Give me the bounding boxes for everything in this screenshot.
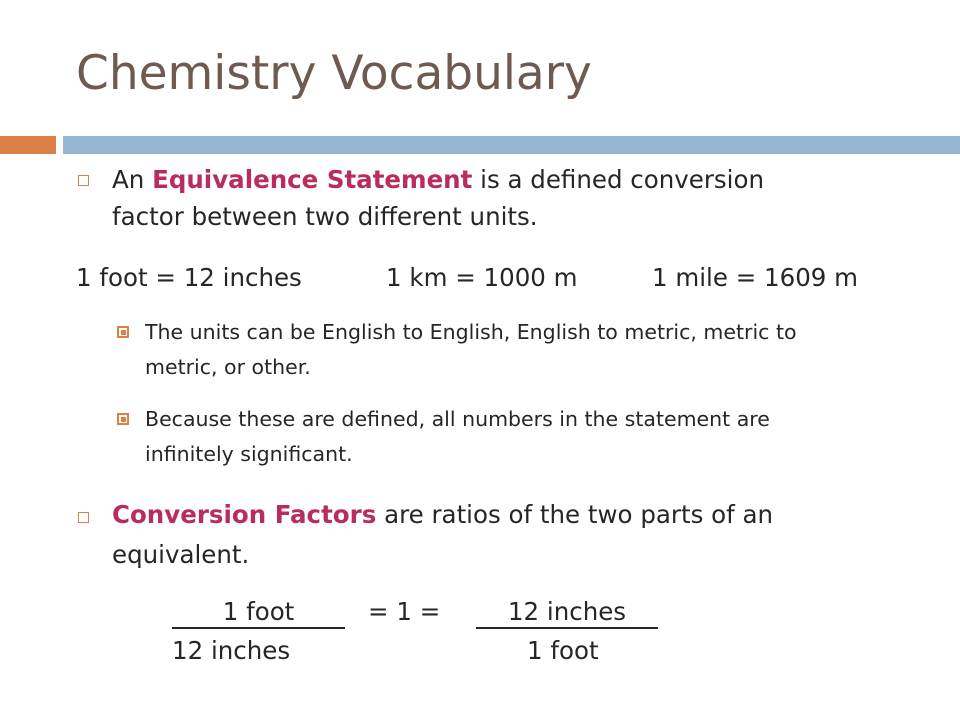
bullet-square-icon [78, 512, 89, 523]
bullet-square-icon [78, 175, 89, 186]
bullet2-suffix: are ratios of the two parts of an [376, 500, 774, 529]
sub-bullet-icon [117, 326, 129, 338]
bullet1-prefix: An [112, 165, 153, 194]
fraction-right-numerator: 12 inches [476, 597, 658, 629]
sub-bullet-units-line1: The units can be English to English, English to metric, metric to [145, 320, 797, 344]
fraction-left-numerator: 1 foot [172, 597, 345, 629]
fraction-left-denominator: 12 inches [172, 636, 291, 665]
title-accent-bar [0, 136, 56, 154]
equivalence-example-foot: 1 foot = 12 inches [76, 263, 302, 292]
equivalence-example-km: 1 km = 1000 m [386, 263, 578, 292]
bullet1-suffix: is a defined conversion [472, 165, 765, 194]
sub-bullet-icon [117, 413, 129, 425]
bullet-equivalence-line2: factor between two different units. [112, 202, 538, 231]
equivalence-example-mile: 1 mile = 1609 m [652, 263, 859, 292]
bullet-conversion-line1 [112, 496, 773, 534]
fraction-right-denominator: 1 foot [527, 636, 599, 665]
sub-bullet-units-line2: metric, or other. [145, 355, 311, 379]
term-equivalence-statement: Equivalence Statement [152, 165, 473, 194]
sub-bullet-defined-line1: Because these are defined, all numbers in the statement are [145, 407, 770, 431]
term-conversion-factors: Conversion Factors [112, 500, 377, 529]
slide-title: Chemistry Vocabulary [76, 46, 592, 101]
title-divider-bar [63, 136, 960, 154]
sub-bullet-defined-line2: infinitely significant. [145, 442, 353, 466]
fraction-equals-one: = 1 = [368, 597, 441, 626]
bullet-conversion-line2: equivalent. [112, 540, 250, 569]
bullet-equivalence-line1 [112, 161, 764, 199]
